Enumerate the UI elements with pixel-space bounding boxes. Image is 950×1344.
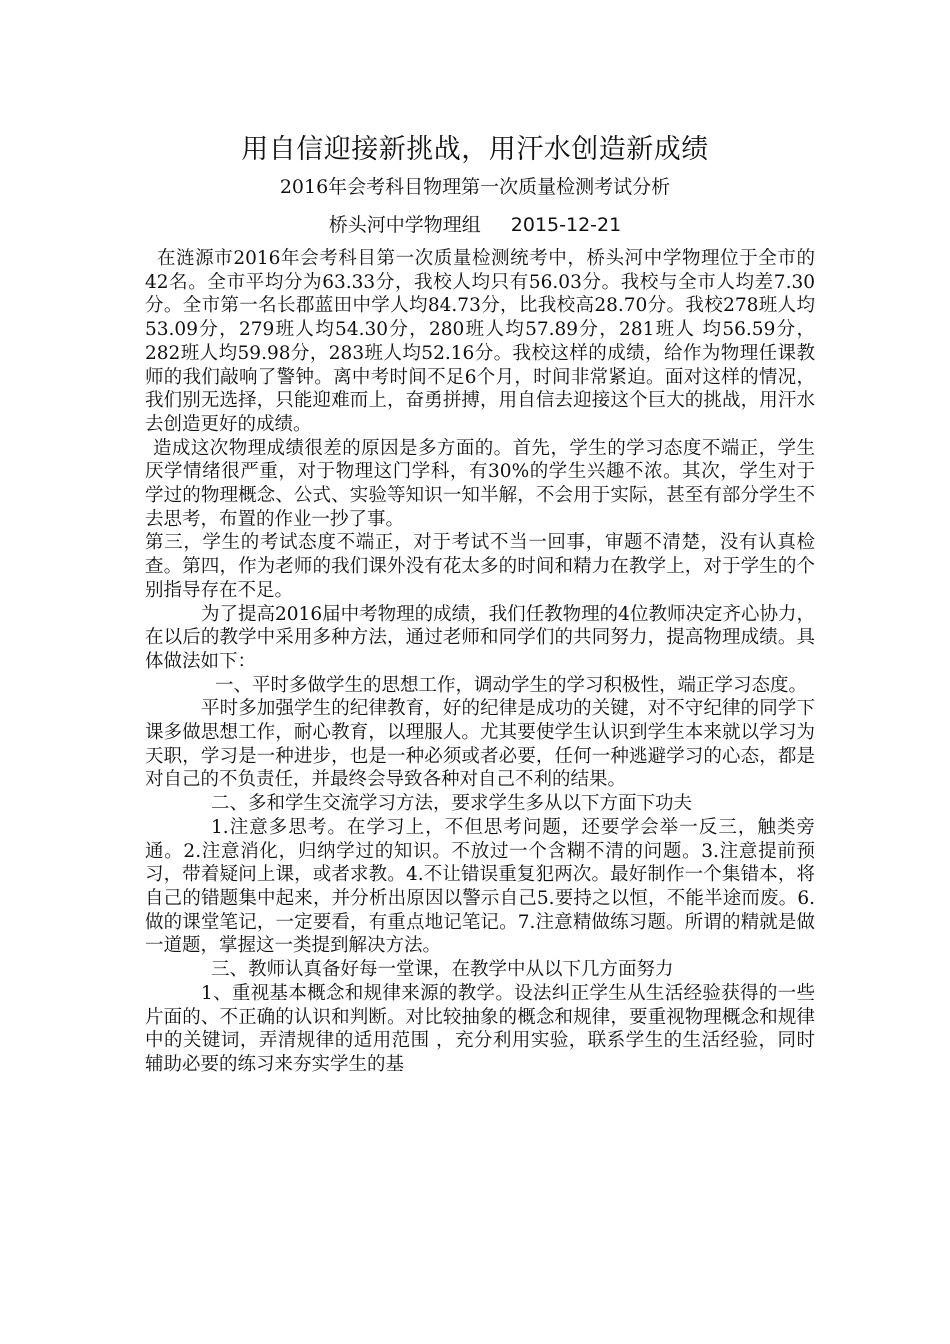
paragraph-discipline: 平时多加强学生的纪律教育，好的纪律是成功的关键，对不守纪律的同学下课多做思想工作，耐心教育，以理服人。尤其要使学生认识到学生本来就以学习为天职，学习是一种进步，也是一种必须或者必要，任何一种逃避学习的心态，都是对自己的不负责任，并最终会导致各种对自己不利的结果。 bbox=[145, 698, 815, 791]
heading-section-one: 一、平时多做学生的思想工作，调动学生的学习积极性，端正学习态度。 bbox=[215, 674, 808, 696]
paragraph-overview: 在涟源市2016年会考科目第一次质量检测统考中，桥头河中学物理位于全市的42名。全市平均分为63.33分，我校人均只有56.03分。我校与全市人均差7.30分。全市第一名长郡蓝田中学人均84.73分，比我校高28.70分。我校278班人均53.09分，279班人均54.30分，280班人均57.89分，281班人 均56.59分，282班人均59.98分，283班人均52.16分。我校这样的成绩，给作为物理任课教师的我们敲响了警钟。离中考时间不足6个月，时间非常紧迫。面对这样的情况，我们别无选择，只能迎难而上，奋勇拼搏，用自信去迎接这个巨大的挑战，用汗水去创造更好的成绩。 bbox=[145, 248, 815, 435]
paragraph-plan-intro: 为了提高2016届中考物理的成绩，我们任教物理的4位教师决定齐心协力，在以后的教学中采用多种方法，通过老师和同学们的共同努力，提高物理成绩。具体做法如下： bbox=[145, 603, 815, 672]
document-body bbox=[145, 247, 815, 1077]
paragraph-causes: 造成这次物理成绩很差的原因是多方面的。首先，学生的学习态度不端正，学生厌学情绪很严重，对于物理这门学科，有30%的学生兴趣不浓。其次，学生对于学过的物理概念、公式、实验等知识一知半解，不会用于实际，甚至有部分学生不去思考，布置的作业一抄了事。 bbox=[145, 437, 815, 530]
heading-section-three: 三、教师认真备好每一堂课，在教学中从以下几方面努力 bbox=[211, 959, 674, 981]
paragraph-teaching-concepts: 1、重视基本概念和规律来源的教学。设法纠正学生从生活经验获得的一些片面的、不正确的认识和判断。对比较抽象的概念和规律，要重视物理概念和规律中的关键词，弄清规律的适用范围 ，充分利用实验，联系学生的生活经验，同时辅助必要的练习来夯实学生的基 bbox=[145, 982, 815, 1075]
document-subtitle: 2016年会考科目物理第一次质量检测考试分析 bbox=[279, 176, 671, 198]
author-name: 桥头河中学物理组 bbox=[328, 214, 481, 236]
document-title: 用自信迎接新挑战，用汗水创造新成绩 bbox=[241, 134, 709, 165]
document-date: 2015-12-21 bbox=[510, 214, 622, 236]
paragraph-causes-continued: 第三，学生的考试态度不端正，对于考试不当一回事，审题不清楚，没有认真检查。第四，作为老师的我们课外没有花太多的时间和精力在教学上，对于学生的个别指导存在不足。 bbox=[145, 532, 815, 601]
paragraph-study-methods: 1.注意多思考。在学习上，不但思考问题，还要学会举一反三，触类旁通。2.注意消化，归纳学过的知识。不放过一个含糊不清的问题。3.注意提前预习，带着疑问上课，或者求教。4.不让错误重复犯两次。最好制作一个集错本，将自己的错题集中起来，并分析出原因以警示自己5.要持之以恒，不能半途而废。6.做的课堂笔记，一定要看，有重点地记笔记。7.注意精做练习题。所谓的精就是做一道题，掌握这一类提到解决方法。 bbox=[145, 816, 815, 957]
heading-section-two: 二、多和学生交流学习方法，要求学生多从以下方面下功夫 bbox=[211, 793, 693, 815]
author-line bbox=[0, 210, 950, 240]
